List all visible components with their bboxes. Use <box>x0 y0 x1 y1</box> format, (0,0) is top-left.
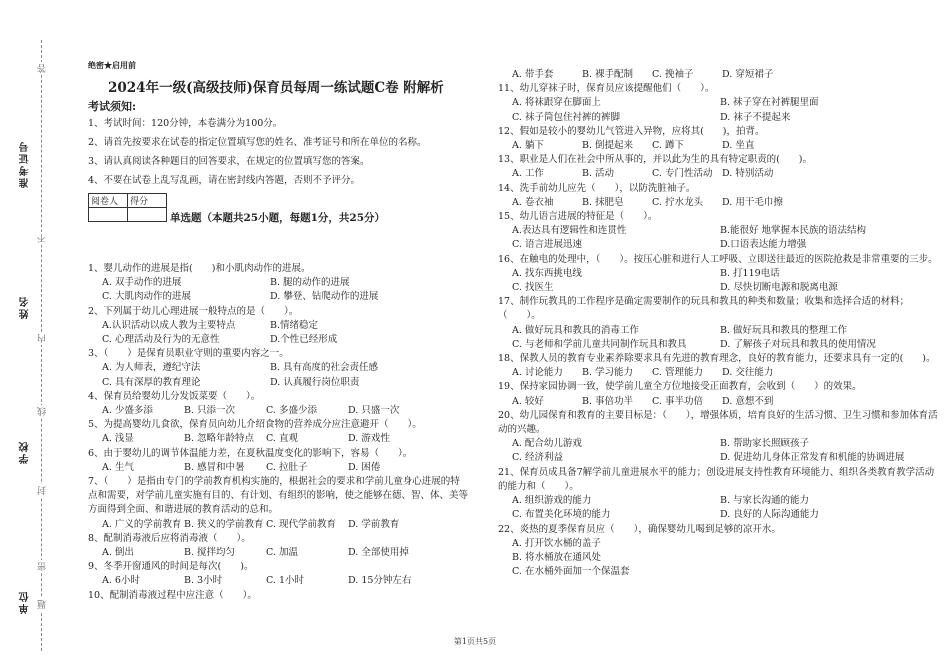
question <box>498 409 938 466</box>
option-row <box>88 574 468 588</box>
option-row <box>498 167 938 181</box>
answer-option[interactable]: B. 3小时 <box>184 575 223 587</box>
answer-option[interactable]: B. 事倍功半 <box>582 395 634 407</box>
question <box>88 390 468 418</box>
answer-option[interactable]: A. 做好玩具和教具的消毒工作 <box>512 324 639 336</box>
question <box>498 82 938 125</box>
grader-table <box>88 193 167 222</box>
question <box>88 347 468 390</box>
answer-option[interactable]: D. 困倦 <box>348 461 381 473</box>
notice-heading: 考试须知: <box>88 100 137 113</box>
answer-option[interactable]: C. 大肌肉动作的进展 <box>102 291 191 303</box>
question <box>88 532 468 560</box>
option-row <box>498 139 938 153</box>
question <box>498 352 938 380</box>
answer-option[interactable]: D.个性已经形成 <box>270 334 338 346</box>
answer-option[interactable]: D. 15分钟左右 <box>348 575 412 587</box>
option-row <box>88 546 468 560</box>
answer-option[interactable]: D.口语表达能力增强 <box>720 239 807 251</box>
option-row <box>498 281 938 295</box>
answer-option[interactable]: B. 搅拌均匀 <box>184 547 236 559</box>
right-questions <box>498 68 938 579</box>
answer-option[interactable]: C. 加温 <box>266 547 298 559</box>
answer-option[interactable]: C. 找医生 <box>512 282 554 294</box>
answer-option[interactable]: D. 坐直 <box>722 140 755 152</box>
answer-option[interactable]: B. 与家长沟通的能力 <box>720 495 810 507</box>
answer-option[interactable]: A. 倒出 <box>102 547 134 559</box>
answer-option[interactable]: A. 为人师表，遵纪守法 <box>102 362 201 374</box>
answer-option[interactable]: C. 事半功倍 <box>652 395 703 407</box>
question-stem: 15、幼儿语言进展的特征是（ ）。 <box>498 211 658 223</box>
name-label: 姓名 <box>20 295 31 319</box>
question <box>88 262 468 305</box>
question <box>498 253 938 296</box>
answer-option[interactable]: A. 6小时 <box>102 575 140 587</box>
question-stem: 1、婴儿动作的进展是指( )和小肌肉动作的进展。 <box>88 263 311 274</box>
school-label: 学校 <box>20 440 31 464</box>
option-row <box>498 494 938 508</box>
answer-option[interactable]: A. 较好 <box>512 395 544 407</box>
answer-option[interactable]: C. 现代学前教育 <box>266 518 336 530</box>
option-row <box>498 551 938 565</box>
question <box>498 125 938 153</box>
option-row <box>498 565 938 579</box>
answer-option[interactable]: A. 打开饮水桶的盖子 <box>512 537 601 549</box>
exam-number-label: 准考证号 <box>20 140 31 188</box>
question-stem: 13、职业是人们在社会中所从事的，并以此为生的具有特定职责的( )。 <box>498 154 813 166</box>
option-row <box>88 361 468 375</box>
answer-option[interactable]: B. 只添一次 <box>184 405 236 417</box>
answer-option[interactable]: A. 少盛多添 <box>102 405 153 417</box>
question-stem: 4、保育员给婴幼儿分发饭菜要（ ）。 <box>88 390 261 402</box>
answer-option[interactable]: C. 具有深厚的教育理论 <box>102 376 201 388</box>
option-row <box>498 238 938 252</box>
answer-option[interactable]: B. 具有高度的社会责任感 <box>270 362 379 374</box>
answer-option[interactable]: B. 狭义的学前教育 <box>184 518 264 530</box>
answer-option[interactable]: A.表达具有逻辑性和连贯性 <box>512 225 627 237</box>
answer-option[interactable]: C. 专门性活动 <box>652 168 713 180</box>
question-stem: 11、幼儿穿袜子时，保育员应该提醒他们（ ）。 <box>498 83 715 95</box>
question-stem: 9、冬季开窗通风的时间是每次( )。 <box>88 561 254 573</box>
section-title: 单选题（本题共25小题，每题1分，共25分） <box>170 212 386 224</box>
answer-option[interactable]: B. 腿的动作的进展 <box>270 277 350 289</box>
answer-option[interactable]: D. 认真履行岗位职责 <box>270 376 360 388</box>
question-stem: 21、保育员成具备7解学前儿童进展水平的能力；创设进展支持性教育环境能力、组织各类教育教学活动的能力和（ ）。 <box>498 466 935 492</box>
grader-cell <box>89 208 128 222</box>
answer-option[interactable]: D. 袜子不提起来 <box>720 111 791 123</box>
answer-option[interactable]: D. 学前教育 <box>348 518 400 530</box>
answer-option[interactable]: B. 袜子穿在衬裤腿里面 <box>720 97 819 109</box>
answer-option[interactable]: A. 讨论能力 <box>512 367 563 379</box>
notice-list <box>88 114 468 190</box>
answer-option[interactable]: D. 穿短裙子 <box>722 69 774 80</box>
answer-option[interactable]: B. 打119电话 <box>720 267 780 279</box>
option-row <box>498 224 938 238</box>
question <box>88 475 468 532</box>
answer-option[interactable]: A. 找东西挑电线 <box>512 267 582 279</box>
answer-option[interactable]: B. 活动 <box>582 168 615 180</box>
question <box>498 182 938 210</box>
question <box>88 589 468 603</box>
question-stem: 12、假如是较小的婴幼儿气管进入异物，应将其( )，拍背。 <box>498 125 765 137</box>
notice-item: 4、不要在试卷上乱写乱画，请在密封线内答题，否则不予评分。 <box>88 175 361 186</box>
option-row <box>498 68 938 82</box>
answer-option[interactable]: A. 广义的学前教育 <box>102 518 182 530</box>
option-row <box>498 267 938 281</box>
answer-option[interactable]: A. 带手套 <box>512 69 554 80</box>
question-stem: 14、洗手前幼儿应先（ ），以防洗脏袖子。 <box>498 182 696 194</box>
question-stem: 18、保教人员的教育专业素养除要求具有先进的教育理念，良好的教育能力，还要求具有一定的( )。 <box>498 353 936 365</box>
answer-option[interactable]: A. 卷衣袖 <box>512 196 554 208</box>
answer-option[interactable]: D. 只盛一次 <box>348 405 400 417</box>
option-row <box>88 404 468 418</box>
answer-option[interactable]: A. 生气 <box>102 461 134 473</box>
answer-option[interactable]: C. 在水桶外面加一个保温套 <box>512 566 630 578</box>
answer-option[interactable]: D. 游戏性 <box>348 433 390 445</box>
option-row <box>88 432 468 446</box>
question-stem: 20、幼儿园保育和教育的主要目标是：（ ），增强体质，培育良好的生活习惯、卫生习惯和参加体育活动的兴趣。 <box>498 409 938 436</box>
question-stem: 8、配制消毒液后应将消毒液（ ）。 <box>88 532 251 544</box>
answer-option[interactable]: B. 感冒和中暑 <box>184 461 245 473</box>
option-row <box>88 319 468 333</box>
answer-option[interactable]: D. 用干毛巾擦 <box>722 196 783 208</box>
answer-option[interactable]: C. 经济利益 <box>512 452 563 464</box>
notice-item: 2、请首先按要求在试卷的指定位置填写您的姓名、准考证号和所在单位的名称。 <box>88 137 427 148</box>
question-stem: 3、（ ）是保育员职业守则的重要内容之一。 <box>88 348 289 360</box>
question <box>88 305 468 348</box>
answer-option[interactable]: A. 躺下 <box>512 140 544 152</box>
answer-option[interactable]: B. 将水桶放在通风处 <box>512 551 602 563</box>
answer-option[interactable]: D. 了解孩子对玩具和教具的使用情况 <box>720 338 876 350</box>
answer-option[interactable]: D. 尽快切断电源和脱离电源 <box>720 282 838 294</box>
option-row <box>498 395 938 409</box>
page-title: 2024年一级(高级技师)保育员每周一练试题C卷 附解析 <box>108 80 444 96</box>
answer-option[interactable]: B. 帮助家长照顾孩子 <box>720 438 810 450</box>
answer-option[interactable]: D. 意想不到 <box>722 395 774 407</box>
answer-option[interactable]: B. 裸手配制 <box>582 69 634 80</box>
question-stem: 17、制作玩教具的工作程序是确定需要制作的玩具和教具的种类和数量；收集和选择合适的材料；（ ）。 <box>498 296 910 322</box>
answer-option[interactable]: C. 语言进展迅速 <box>512 239 582 251</box>
unit-label: 单位 <box>20 590 31 614</box>
answer-option[interactable]: C. 直观 <box>266 433 298 445</box>
grader-label: 阅卷人 <box>89 194 128 208</box>
answer-option[interactable]: C. 多盛少添 <box>266 405 317 417</box>
answer-option[interactable]: A. 组织游戏的能力 <box>512 495 592 507</box>
seal-mark: 不 <box>38 234 48 243</box>
seal-mark: 答 <box>38 64 48 73</box>
score-label: 得分 <box>128 194 167 208</box>
answer-option[interactable]: A. 双手动作的进展 <box>102 277 182 289</box>
option-row <box>88 461 468 475</box>
answer-option[interactable]: D. 特别活动 <box>722 168 774 180</box>
answer-option[interactable]: B. 忽略年龄特点 <box>184 433 255 445</box>
option-row <box>498 437 938 451</box>
option-row <box>88 376 468 390</box>
answer-option[interactable]: A. 将袜跟穿在脚面上 <box>512 97 601 109</box>
question-stem: 6、由于婴幼儿的调节体温能力差，在夏秋温度变化的影响下，容易（ ）。 <box>88 447 413 459</box>
answer-option[interactable]: A. 工作 <box>512 168 544 180</box>
score-cell <box>128 208 167 222</box>
question <box>88 447 468 475</box>
option-row <box>88 333 468 347</box>
question <box>88 418 468 446</box>
answer-option[interactable]: B. 抹肥皂 <box>582 196 624 208</box>
question <box>498 153 938 181</box>
option-row <box>498 508 938 522</box>
answer-option[interactable]: B.能很好 地掌握本民族的语法结构 <box>720 225 867 237</box>
page-number: 第1页共5页 <box>453 637 497 646</box>
question <box>498 380 938 408</box>
answer-option[interactable]: C. 拉肚子 <box>266 461 308 473</box>
answer-option[interactable]: B. 学习能力 <box>582 367 634 379</box>
question-stem: 10、配制消毒液过程中应注意（ ）。 <box>88 589 257 601</box>
seal-mark: 密 <box>38 562 48 571</box>
question <box>498 68 938 82</box>
question-stem: 7、（ ）是指由专门的学前教育机构实施的，根据社会的要求和学前儿童身心进展的特点和需要，对学前儿童实施有目的、有计划、有组织的影响，使之能够在德、智、体、美等方面得到全面、和谐进展的教育活动的总和。 <box>88 476 469 516</box>
answer-option[interactable]: C. 与老师和学前儿童共同制作玩具和教具 <box>512 338 687 350</box>
seal-mark: 封 <box>38 486 48 495</box>
question-stem: 22、炎热的夏季保育员应（ ），确保婴幼儿喝到足够的凉开水。 <box>498 523 781 535</box>
answer-option[interactable]: C. 挽袖子 <box>652 69 694 80</box>
answer-option[interactable]: C. 布置美化环境的能力 <box>512 509 611 521</box>
option-row <box>498 537 938 551</box>
answer-option[interactable]: A. 浅显 <box>102 433 134 445</box>
answer-option[interactable]: C. 心理活动及行为的无意性 <box>102 334 220 346</box>
question <box>498 523 938 580</box>
option-row <box>498 451 938 465</box>
question-stem: 5、为提高婴幼儿食欲，保育员向幼儿介绍食物的营养成分应注意避开（ ）。 <box>88 419 422 431</box>
option-row <box>498 338 938 352</box>
question-stem: 16、在触电的处理中，（ ）。按压心脏和进行人工呼吸、立即送往最近的医院抢救是非常重要的三步。 <box>498 253 938 265</box>
answer-option[interactable]: D. 良好的人际沟通能力 <box>720 509 819 521</box>
question <box>88 560 468 588</box>
answer-option[interactable]: C. 蹲下 <box>652 140 684 152</box>
answer-option[interactable]: C. 拧水龙头 <box>652 196 703 208</box>
question-stem: 2、下列属于幼儿心理进展一般特点的是（ ）。 <box>88 305 299 317</box>
answer-option[interactable]: D. 全部使用掉 <box>348 547 409 559</box>
answer-option[interactable]: A.认识活动以成人教为主要特点 <box>102 319 236 331</box>
answer-option[interactable]: C. 1小时 <box>266 575 305 587</box>
answer-option[interactable]: B. 倒提起来 <box>582 140 634 152</box>
answer-option[interactable]: B. 做好玩具和教具的整理工作 <box>720 324 848 336</box>
option-row <box>498 111 938 125</box>
seal-mark: 内 <box>38 334 48 343</box>
option-row <box>498 196 938 210</box>
option-row <box>88 276 468 290</box>
option-row <box>498 366 938 380</box>
question <box>498 210 938 253</box>
seal-mark: 题 <box>38 600 48 609</box>
option-row <box>498 96 938 110</box>
question <box>498 295 938 352</box>
secret-label: 绝密★启用前 <box>88 60 136 70</box>
answer-option[interactable]: C. 管理能力 <box>652 367 703 379</box>
seal-mark: 线 <box>38 407 48 416</box>
answer-option[interactable]: A. 配合幼儿游戏 <box>512 438 582 450</box>
answer-option[interactable]: D. 促进幼儿身体正常发育和机能的协调进展 <box>720 452 905 464</box>
answer-option[interactable]: D. 交往能力 <box>722 367 774 379</box>
answer-option[interactable]: B.情绪稳定 <box>270 319 319 331</box>
left-questions <box>88 262 468 603</box>
notice-item: 3、请认真阅读各种题目的回答要求，在规定的位置填写您的答案。 <box>88 156 370 167</box>
question-stem: 19、保持家园协调一致，使学前儿童全方位地接受正面教育，会收到（ ）的效果。 <box>498 381 862 393</box>
binding-margin <box>0 0 60 671</box>
answer-option[interactable]: D. 攀登、钻爬动作的进展 <box>270 291 379 303</box>
option-row <box>498 324 938 338</box>
option-row <box>88 290 468 304</box>
notice-item: 1、考试时间：120分钟，本卷满分为100分。 <box>88 118 283 129</box>
question <box>498 466 938 523</box>
answer-option[interactable]: C. 袜子筒包住衬裤的裤脚 <box>512 111 620 123</box>
option-row <box>88 518 468 532</box>
